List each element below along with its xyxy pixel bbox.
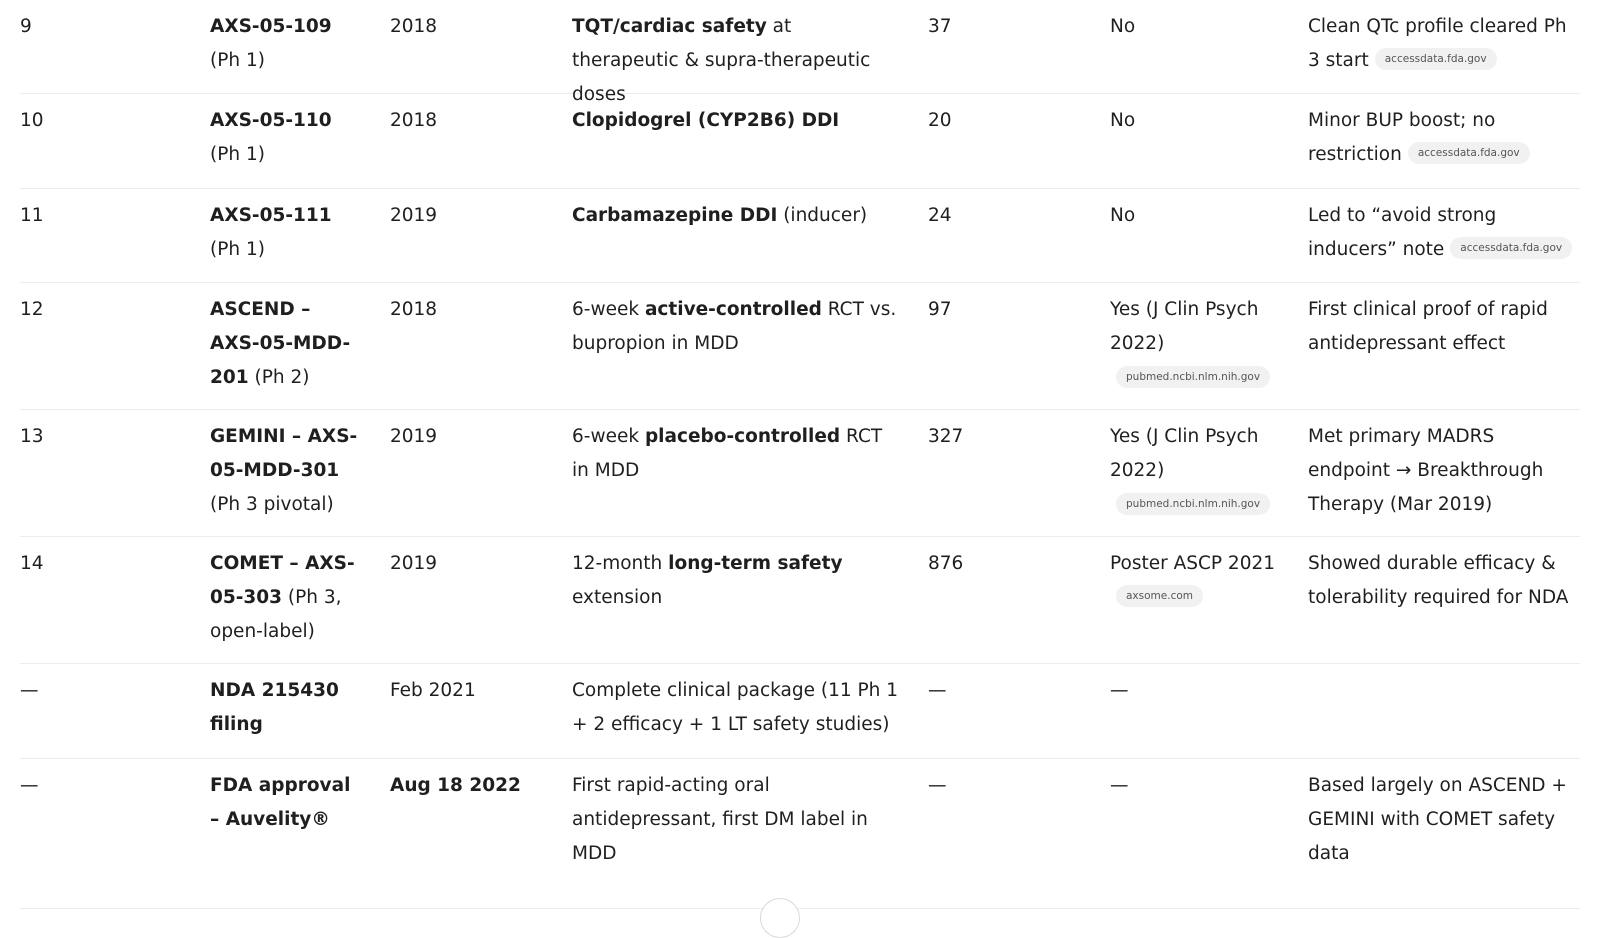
studies-table [20,0,1580,909]
cell-published-text: Yes (J Clin Psych 2022) [1110,426,1259,481]
cell-design [572,199,902,233]
cell-published-text: — [1110,680,1129,701]
cell-outcome-text: First clinical proof of rapid antidepressant effect [1308,299,1548,354]
cell-design [572,547,902,615]
cell-number-text: 13 [20,426,44,447]
cell-year [390,293,550,327]
cell-year-text: 2018 [390,110,438,131]
cell-study-text: NDA 215430 filing [210,680,339,735]
cell-design-text: Clopidogrel (CYP2B6) DDI [572,110,840,131]
cell-published [1110,104,1280,138]
cell-study-text: (Ph 1) [210,144,265,165]
table-row [20,0,1580,105]
cell-published [1110,674,1280,708]
cell-number [20,10,190,44]
cell-outcome-text: Met primary MADRS endpoint → Breakthrough Therapy (Mar 2019) [1308,426,1544,515]
cell-published [1110,10,1280,44]
cell-study-text: GEMINI – AXS-05-MDD-301 [210,426,358,481]
cell-outcome [1308,104,1580,172]
cell-design [572,769,902,871]
cell-participants [928,674,1088,708]
cell-published-text: No [1110,110,1136,131]
cell-outcome [1308,769,1580,871]
cell-number [20,199,190,233]
cell-design-text: Carbamazepine DDI [572,205,778,226]
cell-study [210,199,360,267]
cell-design-text: RCT in MDD [572,426,883,481]
cell-study-text: AXS-05-109 [210,16,332,37]
cell-published-text: No [1110,16,1136,37]
source-chip[interactable]: accessdata.fda.gov [1450,237,1572,259]
cell-number [20,547,190,581]
scroll-down-button[interactable] [760,898,800,938]
cell-outcome [1308,547,1580,615]
cell-participants [928,10,1088,44]
table-row [20,537,1580,664]
cell-study [210,769,360,837]
cell-participants [928,420,1088,454]
table-row [20,189,1580,283]
cell-published-text: — [1110,775,1129,796]
cell-published [1110,199,1280,233]
cell-year-text: 2018 [390,299,438,320]
cell-study-text: (Ph 1) [210,50,265,71]
cell-published-text: No [1110,205,1136,226]
cell-outcome [1308,10,1580,78]
cell-year-text: 2019 [390,426,438,447]
cell-published-text: Poster ASCP 2021 [1110,553,1276,574]
cell-design-text: active-controlled [644,299,822,320]
cell-outcome [1308,420,1580,522]
cell-outcome-text: Minor BUP boost; no restriction [1308,110,1496,165]
cell-number [20,293,190,327]
cell-participants [928,104,1088,138]
cell-published [1110,420,1280,522]
cell-participants-text: 876 [928,553,964,574]
cell-year-text: 2018 [390,16,438,37]
cell-participants-text: 24 [928,205,952,226]
cell-number-text: — [20,775,39,796]
cell-year [390,10,550,44]
cell-year [390,420,550,454]
cell-outcome-text: Clean QTc profile cleared Ph 3 start [1308,16,1567,71]
cell-number-text: 11 [20,205,44,226]
cell-study [210,674,360,742]
cell-published [1110,293,1280,395]
cell-number [20,104,190,138]
cell-year [390,104,550,138]
cell-participants-text: 327 [928,426,964,447]
cell-year [390,547,550,581]
cell-number [20,769,190,803]
cell-published [1110,769,1280,803]
table-row [20,759,1580,909]
cell-study-text: AXS-05-111 [210,205,332,226]
cell-design-text: TQT/cardiac safety [572,16,767,37]
cell-year [390,769,550,803]
cell-participants-text: — [928,680,947,701]
cell-design-text: (inducer) [777,205,868,226]
cell-outcome [1308,199,1580,267]
source-chip[interactable]: accessdata.fda.gov [1408,142,1530,164]
cell-outcome-text: Based largely on ASCEND + GEMINI with COMET safety data [1308,775,1567,864]
cell-design-text: 6-week [572,426,645,447]
cell-number [20,674,190,708]
cell-study-text: (Ph 2) [248,367,310,388]
table-row [20,94,1580,189]
cell-design [572,293,902,361]
cell-year-text: Feb 2021 [390,680,476,701]
cell-year-text: 2019 [390,553,438,574]
cell-study-text: (Ph 3 pivotal) [210,494,334,515]
cell-design [572,420,902,488]
table-row [20,283,1580,410]
table-row [20,664,1580,759]
source-chip[interactable]: pubmed.ncbi.nlm.nih.gov [1116,366,1270,388]
source-chip[interactable]: axsome.com [1116,585,1203,607]
cell-outcome [1308,293,1580,361]
cell-participants-text: 97 [928,299,952,320]
cell-participants [928,547,1088,581]
cell-published [1110,547,1280,615]
cell-study [210,104,360,172]
cell-number-text: 9 [20,16,32,37]
cell-participants [928,199,1088,233]
cell-study-text: AXS-05-110 [210,110,332,131]
cell-participants [928,769,1088,803]
cell-study-text: (Ph 1) [210,239,265,260]
cell-number [20,420,190,454]
cell-number-text: 14 [20,553,44,574]
cell-design-text: placebo-controlled [644,426,841,447]
cell-participants-text: 20 [928,110,952,131]
cell-study-text: FDA approval – Auvelity® [210,775,351,830]
cell-design-text: at therapeutic & supra-therapeutic doses [572,16,871,105]
cell-participants-text: 37 [928,16,952,37]
cell-participants [928,293,1088,327]
cell-study-text: COMET – AXS-05-303 [210,553,355,608]
cell-number-text: 12 [20,299,44,320]
cell-study-text: ASCEND – AXS-05-MDD-201 [210,299,351,388]
cell-number-text: 10 [20,110,44,131]
source-chip[interactable]: accessdata.fda.gov [1375,48,1497,70]
cell-year-text: Aug 18 2022 [390,775,521,796]
cell-design-text: 6-week [572,299,645,320]
cell-year [390,199,550,233]
cell-design [572,674,902,742]
cell-design-text: Complete clinical package (11 Ph 1 + 2 efficacy + 1 LT safety studies) [572,680,899,735]
cell-design-text: long-term safety [668,553,843,574]
cell-design [572,104,902,138]
cell-study-text: (Ph 3, open-label) [210,587,342,642]
cell-design-text: First rapid-acting oral antidepressant, first DM label in MDD [572,775,868,864]
source-chip[interactable]: pubmed.ncbi.nlm.nih.gov [1116,493,1270,515]
cell-study [210,547,360,649]
cell-participants-text: — [928,775,947,796]
cell-study [210,293,360,395]
cell-design-text: extension [572,587,663,608]
cell-published-text: Yes (J Clin Psych 2022) [1110,299,1259,354]
cell-outcome-text: Led to “avoid strong inducers” note [1308,205,1497,260]
cell-study [210,10,360,78]
cell-design-text: 12-month [572,553,669,574]
cell-outcome-text: Showed durable efficacy & tolerability required for NDA [1308,553,1569,608]
cell-study [210,420,360,522]
cell-design-text: RCT vs. bupropion in MDD [572,299,897,354]
cell-number-text: — [20,680,39,701]
cell-year [390,674,550,708]
cell-year-text: 2019 [390,205,438,226]
table-row [20,410,1580,537]
